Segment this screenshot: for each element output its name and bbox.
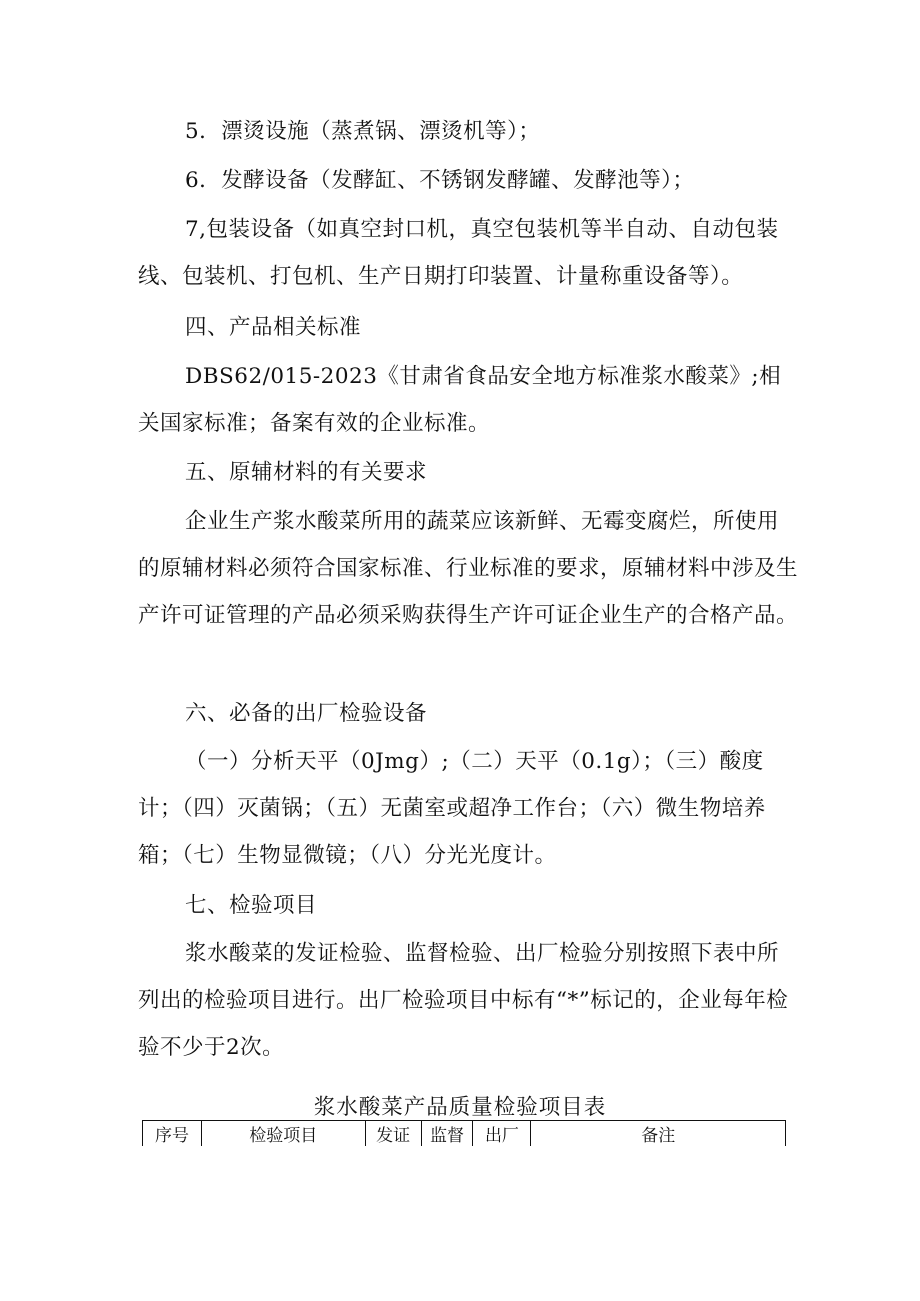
section-heading-inspection-items: 七、检验项目 [185,893,318,918]
section-heading-raw-materials: 五、原辅材料的有关要求 [185,460,428,485]
header-supervision: 监督 [421,1121,473,1147]
section-heading-standards: 四、产品相关标准 [185,315,362,340]
inspection-items-table [142,1120,786,1146]
header-index: 序号 [143,1121,202,1147]
table-caption: 浆水酸菜产品质量检验项目表 [313,1095,607,1120]
paragraph-inspection-items: 浆水酸菜的发证检验、监督检验、出厂检验分别按照下表中所列出的检验项目进行。出厂检验项目中标有“*”标记的，企业每年检验不少于2次。 [138,941,789,1060]
header-certification: 发证 [365,1121,421,1147]
paragraph-packaging-equipment: 7,包装设备（如真空封口机，真空包装机等半自动、自动包装线、包装机、打包机、生产日期打印装置、计量称重设备等）。 [138,217,779,289]
paragraph-inspection-equipment: （一）分析天平（0Jmg）;（二）天平（0.1g）；（三）酸度计；（四）灭菌锅；（五）无菌室或超净工作台；（六）微生物培养箱；（七）生物显微镜；（八）分光光度计。 [138,749,766,868]
paragraph-fermentation-equipment: 6．发酵设备（发酵缸、不锈钢发酵罐、发酵池等）； [185,168,695,193]
paragraph-blanching-equipment: 5．漂烫设施（蒸煮锅、漂烫机等）； [185,119,541,144]
header-factory: 出厂 [473,1121,531,1147]
header-remarks: 备注 [531,1121,786,1147]
paragraph-raw-materials: 企业生产浆水酸菜所用的蔬菜应该新鲜、无霉变腐烂，所使用的原辅材料必须符合国家标准、行业标准的要求，原辅材料中涉及生产许可证管理的产品必须采购获得生产许可证企业生产的合格产品。 [138,509,799,628]
section-heading-inspection-equipment: 六、必备的出厂检验设备 [185,701,428,726]
table-header-row [143,1121,786,1147]
header-item: 检验项目 [201,1121,365,1147]
paragraph-standards: DBS62/015-2023《甘肃省食品安全地方标准浆水酸菜》;相关国家标准；备案有效的企业标准。 [138,364,782,436]
